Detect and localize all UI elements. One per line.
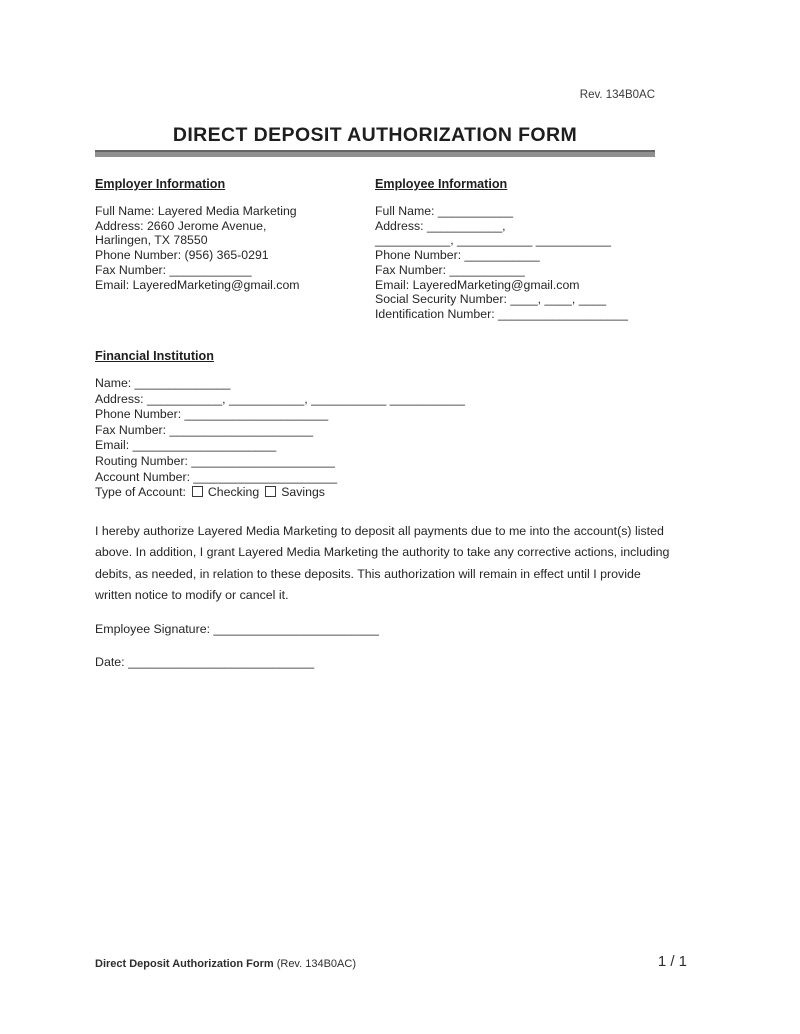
revision-label: Rev. 134B0AC [579, 89, 655, 101]
employee-address-line1: Address: ___________, [375, 218, 506, 233]
financial-fax-number: Fax Number: _____________________ [95, 422, 314, 437]
footer-document-title [95, 958, 356, 970]
financial-routing-number: Routing Number: _____________________ [95, 453, 335, 468]
account-type-label: Type of Account: [95, 485, 186, 500]
employer-full-name: Full Name: Layered Media Marketing [95, 204, 297, 218]
date-blank: ___________________________ [128, 655, 315, 669]
employer-address-line1: Address: 2660 Jerome Avenue, [95, 218, 267, 233]
employee-identification-number: Identification Number: ___________________ [375, 306, 628, 321]
financial-phone-number: Phone Number: _____________________ [95, 407, 329, 422]
employee-ssn: Social Security Number: ____, ____, ____ [375, 292, 607, 307]
checking-option-label: Checking [207, 485, 260, 500]
authorization-text-line: above. In addition, I grant Layered Media Marketing the authority to take any corrective actions, including [95, 545, 670, 560]
employee-phone-number: Phone Number: ___________ [375, 248, 540, 263]
employer-information-section [95, 177, 375, 292]
authorization-text-line: debits, as needed, in relation to these deposits. This authorization will remain in effect until I provide [95, 566, 641, 581]
employee-section-heading: Employee Information [375, 177, 508, 191]
employee-signature-blank: ________________________ [213, 622, 379, 636]
employee-email: Email: LayeredMarketing@gmail.com [375, 277, 580, 292]
employee-signature-label: Employee Signature: [95, 622, 211, 636]
checking-checkbox-icon[interactable] [192, 486, 203, 497]
savings-checkbox-icon[interactable] [265, 486, 276, 497]
employee-fax-number: Fax Number: ___________ [375, 262, 525, 277]
authorization-paragraph [95, 521, 735, 607]
employee-address-line2: ___________, ___________ ___________ [375, 233, 611, 248]
employer-phone-number: Phone Number: (956) 365-0291 [95, 248, 269, 263]
employer-address-line2: Harlingen, TX 78550 [95, 233, 208, 248]
title-block [95, 124, 655, 157]
footer-revision: (Rev. 134B0AC) [273, 958, 356, 970]
employee-information-section [375, 177, 675, 322]
savings-option-label: Savings [281, 485, 325, 500]
financial-email: Email: _____________________ [95, 438, 277, 453]
financial-account-number: Account Number: _____________________ [95, 469, 338, 484]
authorization-text-line: I hereby authorize Layered Media Marketing to deposit all payments due to me into the account(s) listed [95, 524, 664, 538]
employer-section-heading: Employer Information [95, 177, 226, 191]
title-divider [95, 150, 655, 157]
financial-section-heading: Financial Institution [95, 349, 214, 363]
financial-name: Name: ______________ [95, 376, 231, 390]
financial-institution-section [95, 349, 675, 501]
authorization-text-line: written notice to modify or cancel it. [95, 588, 289, 603]
employee-signature-row [95, 622, 379, 636]
date-row [95, 655, 314, 669]
page-number-indicator: 1 / 1 [657, 953, 687, 970]
financial-address: Address: ___________, ___________, ___________ ___________ [95, 391, 465, 406]
page-title: DIRECT DEPOSIT AUTHORIZATION FORM [172, 124, 578, 146]
employer-email: Email: LayeredMarketing@gmail.com [95, 277, 300, 292]
account-type-line [95, 485, 675, 501]
employer-fax-number: Fax Number: ____________ [95, 262, 252, 277]
employee-full-name: Full Name: ___________ [375, 204, 514, 218]
footer-title-bold: Direct Deposit Authorization Form [95, 958, 274, 970]
date-label: Date: [95, 655, 125, 669]
